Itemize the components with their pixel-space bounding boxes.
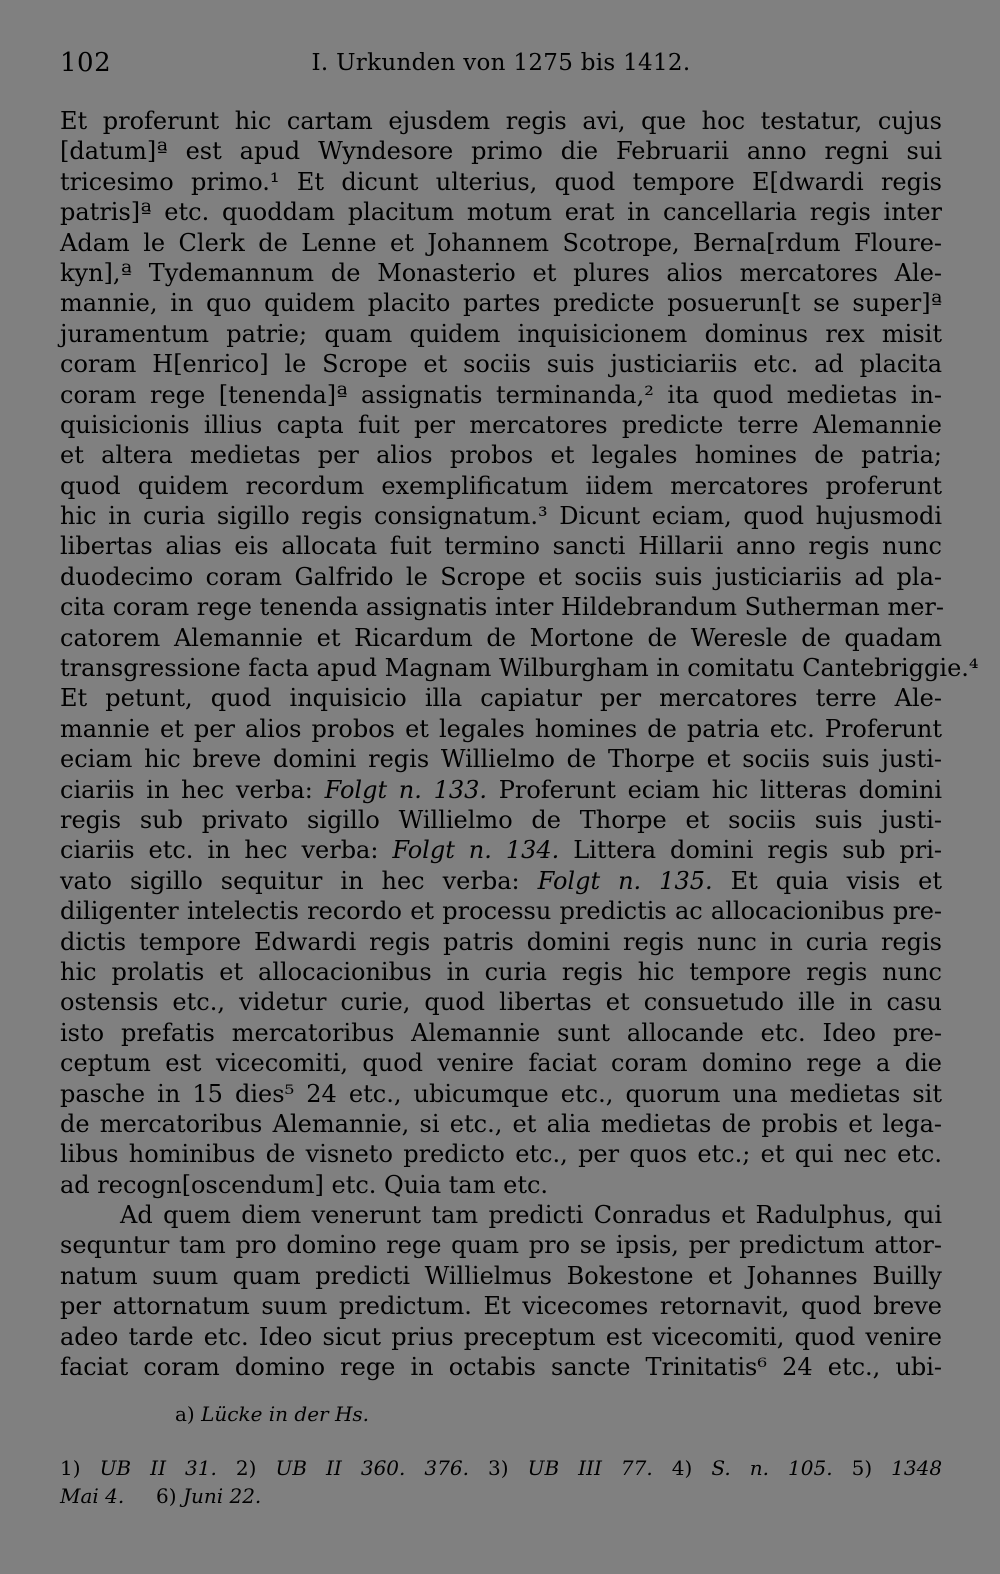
footnote-text: UB III 77. (527, 1456, 653, 1480)
text-line: mannie et per alios probos et legales homines de patria etc. Proferunt (60, 714, 942, 743)
text-line: diligenter intelectis recordo et processu predictis ac allocacionibus pre- (60, 897, 942, 926)
text-line: hic in curia sigillo regis consignatum.³ Dicunt eciam, quod hujusmodi (60, 502, 942, 531)
text-line: quod quidem recordum exemplificatum iidem mercatores proferunt (60, 471, 942, 500)
text-line: quisicionis illius capta fuit per mercatores predicte terre Alemannie (60, 410, 942, 439)
text-line: regis sub privato sigillo Willielmo de Thorpe et sociis suis justi- (60, 805, 942, 834)
text-line: transgressione facta apud Magnam Wilburgham in comitatu Cantebriggie.⁴ (60, 654, 979, 683)
footnote-number: 5) (851, 1456, 873, 1480)
footnote-row (60, 1482, 942, 1510)
footnote-row (60, 1454, 942, 1482)
text-line: patris]ª etc. quoddam placitum motum erat in cancellaria regis inter (60, 198, 942, 227)
text-line: eciam hic breve domini regis Willielmo de Thorpe et sociis suis justi- (60, 745, 942, 774)
footnote-number: 1) (60, 1456, 81, 1480)
footnote-text: Lücke in der Hs. (201, 1402, 370, 1426)
text-line: isto prefatis mercatoribus Alemannie sunt allocande etc. Ideo pre- (60, 1018, 942, 1047)
text-line: Ad quem diem venerunt tam predicti Conradus et Radulphus, qui (120, 1201, 942, 1230)
text-line: natum suum quam predicti Willielmus Bokestone et Johannes Builly (60, 1261, 942, 1290)
footnote-text: S. n. 105. (711, 1456, 833, 1480)
text-line: ad recogn[oscendum] etc. Quia tam etc. (60, 1170, 549, 1199)
text-line: ostensis etc., videtur curie, quod libertas et consuetudo ille in casu (60, 988, 942, 1017)
footnote-number: 2) (235, 1456, 257, 1480)
text-line: duodecimo coram Galfrido le Scrope et sociis suis justiciariis ad pla- (60, 562, 942, 591)
text-line: libertas alias eis allocata fuit termino sancti Hillarii anno regis nunc (60, 532, 942, 561)
text-line: tricesimo primo.¹ Et dicunt ulterius, quod tempore E[dwardi regis (60, 167, 942, 196)
text-line: et altera medietas per alios probos et legales homines de patria; (60, 441, 942, 470)
running-title: I. Urkunden von 1275 bis 1412. (311, 50, 691, 76)
footnote-item (852, 1456, 942, 1480)
text-line: adeo tarde etc. Ideo sicut prius preceptum est vicecomiti, quod venire (60, 1322, 942, 1351)
text-line: Et proferunt hic cartam ejusdem regis avi, que hoc testatur, cujus (60, 107, 942, 135)
text-line: Adam le Clerk de Lenne et Johannem Scotrope, Berna[rdum Floure- (60, 228, 942, 257)
footnote-item (236, 1456, 469, 1480)
page-number: 102 (60, 48, 112, 78)
text-line: per attornatum suum predictum. Et vicecomes retornavit, quod breve (60, 1292, 942, 1321)
footnote-text: Juni 22. (182, 1484, 262, 1508)
text-line: sequntur tam pro domino rege quam pro se ipsis, per predictum attor- (60, 1231, 942, 1260)
text-line: dictis tempore Edwardi regis patris domini regis nunc in curia regis (60, 927, 942, 956)
footnotes (60, 1454, 942, 1510)
page-header (60, 44, 942, 80)
footnote-text: UB II 31. (99, 1456, 217, 1480)
text-line: hic prolatis et allocacionibus in curia regis hic tempore regis nunc (60, 957, 942, 986)
text-line: catorem Alemannie et Ricardum de Mortone de Weresle de quadam (60, 623, 942, 652)
footnote-mark: a) (175, 1402, 195, 1426)
footnote-item (672, 1456, 833, 1480)
footnote-number: 6) (156, 1484, 177, 1508)
text-line: faciat coram domino rege in octabis sancte Trinitatis⁶ 24 etc., ubi- (60, 1353, 942, 1382)
text-line: ciariis in hec verba: Folgt n. 133. Proferunt eciam hic litteras domini (60, 775, 942, 804)
text-line: vato sigillo sequitur in hec verba: Folgt n. 135. Et quia visis et (60, 866, 942, 895)
text-line: libus hominibus de visneto predicto etc., per quos etc.; et qui nec etc. (60, 1140, 942, 1169)
text-line: de mercatoribus Alemannie, si etc., et alia medietas de probis et lega- (60, 1109, 942, 1138)
text-line: ceptum est vicecomiti, quod venire faciat coram domino rege a die (60, 1049, 942, 1078)
footnote-number: 3) (488, 1456, 509, 1480)
text-line: cita coram rege tenenda assignatis inter Hildebrandum Sutherman mer- (60, 593, 945, 622)
text-line: mannie, in quo quidem placito partes predicte posuerun[t se super]ª (60, 289, 942, 318)
text-line: coram H[enrico] le Scrope et sociis suis justiciariis etc. ad placita (60, 350, 942, 379)
footnote-item (60, 1456, 217, 1480)
footnote-text: Mai 4. (60, 1484, 125, 1508)
text-line: pasche in 15 dies⁵ 24 etc., ubicumque etc., quorum una medietas sit (60, 1079, 942, 1108)
footnote-text: 1348 (891, 1456, 943, 1480)
footnote-text: UB II 360. 376. (275, 1456, 469, 1480)
text-line: coram rege [tenenda]ª assignatis terminanda,² ita quod medietas in- (60, 380, 942, 409)
footnote-number: 4) (671, 1456, 693, 1480)
text-line: juramentum patrie; quam quidem inquisicionem dominus rex misit (60, 319, 942, 348)
text-line: kyn],ª Tydemannum de Monasterio et plures alios mercatores Ale- (60, 258, 942, 287)
editorial-footnote (175, 1402, 369, 1426)
footnote-item (488, 1456, 653, 1480)
text-line: Et petunt, quod inquisicio illa capiatur per mercatores terre Ale- (60, 684, 942, 713)
body-text (60, 106, 979, 1382)
text-line: [datum]ª est apud Wyndesore primo die Februarii anno regni sui (60, 137, 942, 166)
text-line: ciariis etc. in hec verba: Folgt n. 134. Littera domini regis sub pri- (60, 836, 942, 865)
